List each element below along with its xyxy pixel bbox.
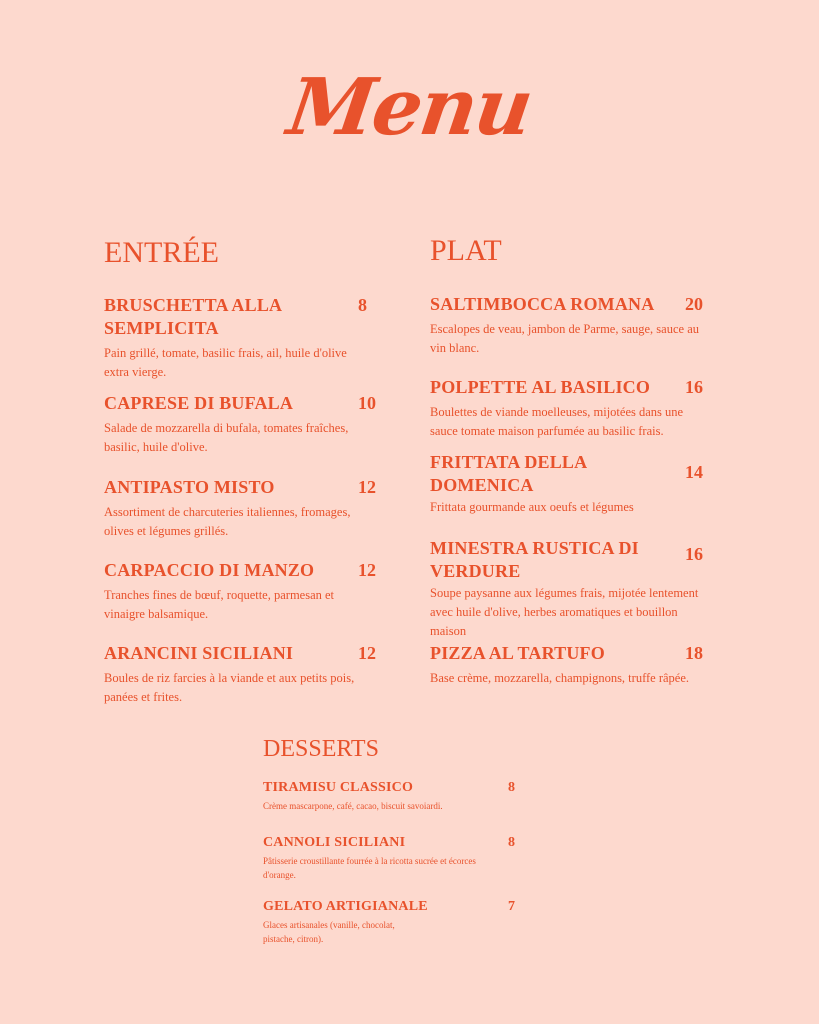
item-price: 12 [358, 560, 376, 580]
item-price: 20 [685, 294, 703, 314]
item-name: CAPRESE DI BUFALA [104, 393, 294, 413]
entree-item [104, 559, 379, 624]
item-description: Frittata gourmande aux oeufs et légumes [430, 500, 634, 514]
plat-heading: PLAT [430, 234, 502, 267]
item-name: SALTIMBOCCA ROMANA [430, 294, 655, 314]
item-price: 8 [358, 295, 367, 315]
item-price: 12 [358, 477, 376, 497]
item-description: Boules de riz farcies à la viande et aux petits pois, panées et frites. [104, 671, 355, 704]
entree-item [104, 476, 379, 541]
item-name: PIZZA AL TARTUFO [430, 643, 605, 663]
item-description: Escalopes de veau, jambon de Parme, sauge, sauce au vin blanc. [430, 322, 699, 355]
item-name: CANNOLI SICILIANI [263, 835, 406, 850]
item-price: 8 [508, 780, 515, 795]
dessert-item [263, 779, 523, 813]
dessert-item [263, 834, 523, 882]
item-description: Pâtisserie croustillante fourrée à la ricotta sucrée et écorces d'orange. [263, 856, 476, 880]
item-name: ANTIPASTO MISTO [104, 477, 275, 497]
plat-item [430, 293, 720, 358]
item-description: Boulettes de viande moelleuses, mijotées dans une sauce tomate maison parfumée au basilic frais. [430, 405, 684, 438]
plat-item [430, 537, 720, 641]
item-name: CARPACCIO DI MANZO [104, 560, 315, 580]
item-price: 14 [685, 462, 703, 482]
item-name: TIRAMISU CLASSICO [263, 780, 414, 795]
item-price: 16 [685, 377, 703, 397]
item-price: 7 [508, 899, 515, 914]
item-name: FRITTATA DELLA DOMENICA [430, 452, 587, 495]
item-description: Crème mascarpone, café, cacao, biscuit savoiardi. [263, 801, 443, 811]
item-name: BRUSCHETTA ALLA SEMPLICITA [104, 295, 282, 338]
menu-title: Menu [282, 62, 537, 153]
item-name: POLPETTE AL BASILICO [430, 377, 651, 397]
item-description: Pain grillé, tomate, basilic frais, ail, huile d'olive extra vierge. [104, 346, 347, 379]
item-description: Salade de mozzarella di bufala, tomates fraîches, basilic, huile d'olive. [104, 421, 349, 454]
entree-heading: ENTRÉE [104, 236, 219, 269]
item-name: ARANCINI SICILIANI [104, 643, 294, 663]
item-description: Soupe paysanne aux légumes frais, mijotée lentement avec huile d'olive, herbes aromatiques et bouillon maison [430, 586, 699, 638]
item-description: Assortiment de charcuteries italiennes, fromages, olives et légumes grillés. [104, 505, 351, 538]
plat-item [430, 642, 720, 688]
dessert-item [263, 898, 523, 946]
plat-item [430, 376, 720, 441]
entree-item [104, 294, 374, 382]
item-description: Tranches fines de bœuf, roquette, parmesan et vinaigre balsamique. [104, 588, 335, 621]
item-description: Glaces artisanales (vanille, chocolat, pistache, citron). [263, 920, 395, 944]
item-price: 10 [358, 393, 376, 413]
item-price: 18 [685, 643, 703, 663]
item-price: 16 [685, 544, 703, 564]
plat-item [430, 451, 720, 517]
entree-item [104, 642, 379, 707]
item-name: GELATO ARTIGIANALE [263, 899, 428, 914]
item-name: MINESTRA RUSTICA DI VERDURE [430, 538, 639, 581]
desserts-heading: DESSERTS [263, 736, 379, 762]
item-price: 12 [358, 643, 376, 663]
item-price: 8 [508, 835, 515, 850]
entree-item [104, 392, 374, 457]
item-description: Base crème, mozzarella, champignons, truffe râpée. [430, 671, 690, 685]
